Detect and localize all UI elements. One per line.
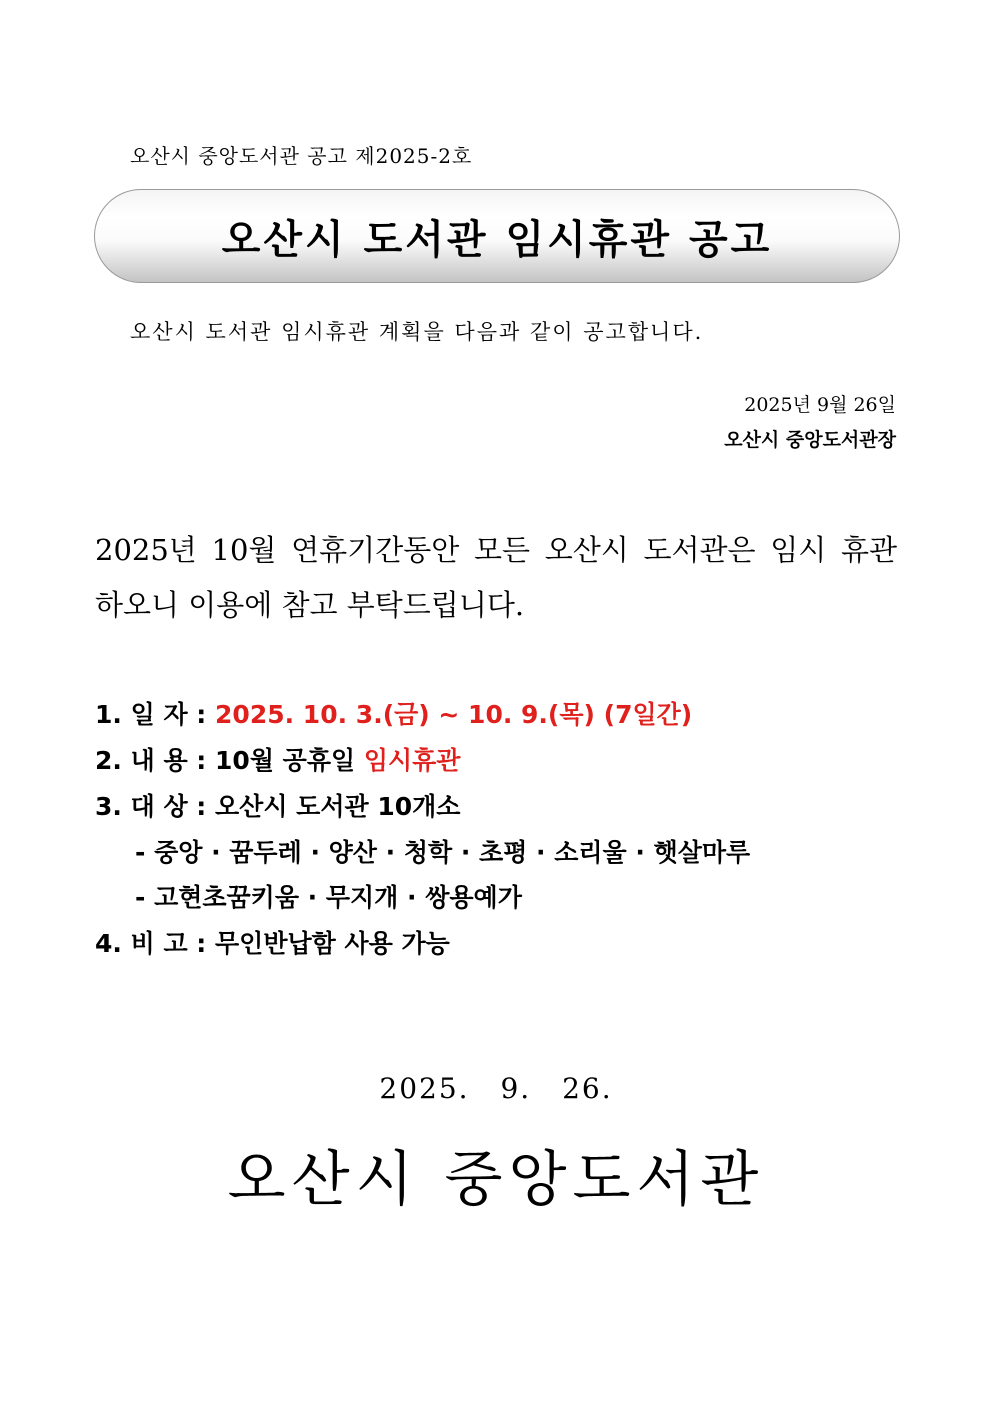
item-value: 10월 공휴일 (215, 746, 356, 775)
announcement-date: 2025년 9월 26일 (744, 394, 896, 416)
list-sub-item: - 고현초꿈키움 · 무지개 · 쌍용예가 (135, 883, 522, 912)
item-label: 4. 비 고 : (95, 929, 207, 958)
title-banner (94, 189, 900, 283)
body-word: 10월 (211, 533, 277, 567)
item-label: 1. 일 자 : (95, 700, 207, 729)
closure-period: 2025. 10. 3.(금) ~ 10. 9.(목) (7일간) (215, 700, 693, 729)
body-word: 도서관은 (643, 533, 756, 567)
item-label: 3. 대 상 : (95, 792, 207, 821)
item-value: 오산시 도서관 10개소 (215, 792, 461, 821)
list-item-date (95, 695, 692, 731)
body-word: 임시 (770, 533, 827, 567)
item-label: 2. 내 용 : (95, 746, 207, 775)
list-item-content (95, 741, 460, 777)
list-item-remark (95, 924, 450, 960)
footer-date-day: 26. (562, 1072, 613, 1105)
item-value: 무인반납함 사용 가능 (215, 929, 450, 958)
body-word: 모든 (473, 533, 530, 567)
issuer-name: 오산시 중앙도서관장 (724, 429, 896, 451)
footer-date-year: 2025. (379, 1072, 470, 1105)
page-title: 오산시 도서관 임시휴관 공고 (221, 216, 773, 263)
footer-organization: 오산시 중앙도서관 (227, 1145, 765, 1215)
notice-number: 오산시 중앙도서관 공고 제2025-2호 (130, 144, 473, 168)
footer-date (0, 1072, 992, 1105)
body-word: 오산시 (544, 533, 629, 567)
body-word: 연휴기간동안 (291, 533, 460, 567)
body-paragraph-line-2: 하오니 이용에 참고 부탁드립니다. (95, 588, 525, 622)
closure-highlight: 임시휴관 (363, 746, 461, 775)
list-item-target (95, 787, 460, 823)
list-sub-item: - 중앙 · 꿈두레 · 양산 · 청학 · 초평 · 소리울 · 햇살마루 (135, 838, 751, 867)
body-word: 2025년 (95, 533, 197, 567)
body-paragraph-line-1 (95, 528, 897, 569)
intro-text: 오산시 도서관 임시휴관 계획을 다음과 같이 공고합니다. (130, 320, 704, 344)
body-word: 휴관 (840, 533, 897, 567)
footer-date-month: 9. (500, 1072, 532, 1105)
